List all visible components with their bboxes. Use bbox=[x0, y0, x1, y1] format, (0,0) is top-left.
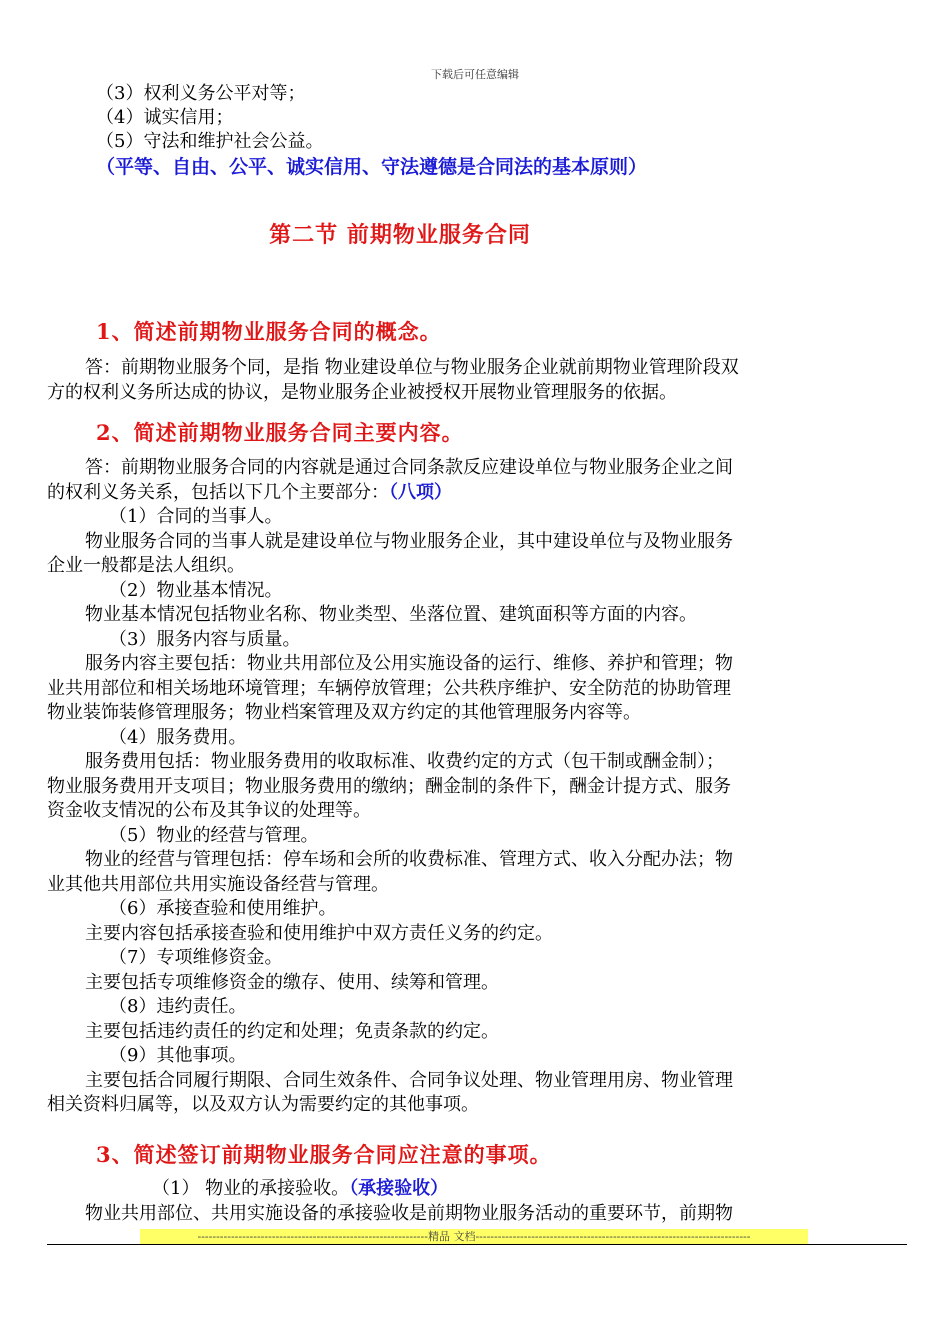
question-3-answer bbox=[47, 1177, 907, 1226]
q3-item1-label: （1） 物业的承接验收。 bbox=[152, 1178, 350, 1199]
q2-item-label: （3）服务内容与质量。 bbox=[109, 628, 301, 650]
q2-answer-note: （八项） bbox=[389, 481, 452, 503]
q2-item-label: （9）其他事项。 bbox=[109, 1045, 247, 1066]
q2-items bbox=[47, 505, 907, 1118]
q2-item-desc-line: 业共用部位和相关场地环境管理；车辆停放管理；公共秩序维护、安全防范的协助管理 bbox=[47, 677, 731, 699]
question-2-title: 2、简述前期物业服务合同主要内容。 bbox=[96, 420, 464, 445]
q1-answer-line1: 答：前期物业服务个同，是指 物业建设单位与物业服务企业就前期物业管理阶段双 bbox=[85, 357, 739, 378]
q2-item-desc-line: 业其他共用部位共用实施设备经营与管理。 bbox=[47, 873, 389, 895]
q2-item-desc-line: 物业的经营与管理包括：停车场和会所的收费标准、管理方式、收入分配办法；物 bbox=[85, 849, 733, 870]
q2-answer-line2: 的权利义务关系，包括以下几个主要部分： bbox=[47, 481, 389, 503]
footer-rule bbox=[47, 1244, 907, 1245]
q2-item-desc-line: 服务费用包括：物业服务费用的收取标准、收费约定的方式（包干制或酬金制）； bbox=[85, 751, 724, 772]
q2-item-desc-line: 物业服务费用开支项目；物业服务费用的缴纳；酬金制的条件下，酬金计提方式、服务 bbox=[47, 775, 731, 797]
principle-item-5: （5）守法和维护社会公益。 bbox=[96, 131, 324, 152]
principle-item-3: （3）权利义务公平对等； bbox=[96, 83, 306, 104]
question-3-title: 3、简述签订前期物业服务合同应注意的事项。 bbox=[96, 1142, 552, 1167]
q2-item-label: （1）合同的当事人。 bbox=[109, 506, 283, 527]
question-1-answer bbox=[47, 356, 907, 405]
q2-item-label: （2）物业基本情况。 bbox=[109, 579, 283, 601]
q2-item-desc-line: 资金收支情况的公布及其争议的处理等。 bbox=[47, 800, 371, 821]
q1-answer-line2: 方的权利义务所达成的协议，是物业服务企业被授权开展物业管理服务的依据。 bbox=[47, 381, 677, 403]
q3-line1: 物业共用部位、共用实施设备的承接验收是前期物业服务活动的重要环节，前期物 bbox=[85, 1202, 733, 1224]
q2-item-desc-line: 主要包括违约责任的约定和处理；免责条款的约定。 bbox=[85, 1020, 499, 1042]
q2-item-desc-line: 相关资料归属等，以及双方认为需要约定的其他事项。 bbox=[47, 1094, 479, 1115]
q2-item-desc-line: 物业服务合同的当事人就是建设单位与物业服务企业，其中建设单位与及物业服务 bbox=[85, 530, 733, 552]
footer-text: --------------------------------------------------------------精品 文档-------------------------------------------------------------------------- bbox=[140, 1229, 808, 1245]
q2-item-desc-line: 主要包括专项维修资金的缴存、使用、续筹和管理。 bbox=[85, 971, 499, 993]
q2-item-label: （6）承接查验和使用维护。 bbox=[109, 898, 337, 919]
q2-item-label: （4）服务费用。 bbox=[109, 726, 247, 748]
question-2-answer bbox=[47, 456, 907, 1118]
principle-item-4: （4）诚实信用； bbox=[96, 107, 234, 128]
q2-item-desc-line: 主要包括合同履行期限、合同生效条件、合同争议处理、物业管理用房、物业管理 bbox=[85, 1069, 733, 1091]
q2-item-label: （7）专项维修资金。 bbox=[109, 947, 283, 968]
q2-item-desc-line: 物业基本情况包括物业名称、物业类型、坐落位置、建筑面积等方面的内容。 bbox=[85, 604, 697, 625]
principles-note: （平等、自由、公平、诚实信用、守法遵德是合同法的基本原则） bbox=[96, 156, 648, 178]
q3-item1-note: （承接验收） bbox=[349, 1178, 449, 1199]
header-note: 下载后可任意编辑 bbox=[431, 68, 519, 81]
q2-item-desc-line: 主要内容包括承接查验和使用维护中双方责任义务的约定。 bbox=[85, 922, 553, 944]
q2-item-label: （8）违约责任。 bbox=[109, 996, 247, 1017]
q2-item-desc-line: 服务内容主要包括：物业共用部位及公用实施设备的运行、维修、养护和管理；物 bbox=[85, 653, 733, 674]
q2-item-desc-line: 企业一般都是法人组织。 bbox=[47, 555, 245, 576]
section-title: 第二节 前期物业服务合同 bbox=[269, 222, 531, 248]
q2-item-desc-line: 物业装饰装修管理服务；物业档案管理及双方约定的其他管理服务内容等。 bbox=[47, 702, 641, 723]
question-1-title: 1、简述前期物业服务合同的概念。 bbox=[96, 319, 442, 344]
q2-item-label: （5）物业的经营与管理。 bbox=[109, 824, 319, 846]
q2-answer-line1: 答：前期物业服务合同的内容就是通过合同条款反应建设单位与物业服务企业之间 bbox=[85, 457, 733, 478]
